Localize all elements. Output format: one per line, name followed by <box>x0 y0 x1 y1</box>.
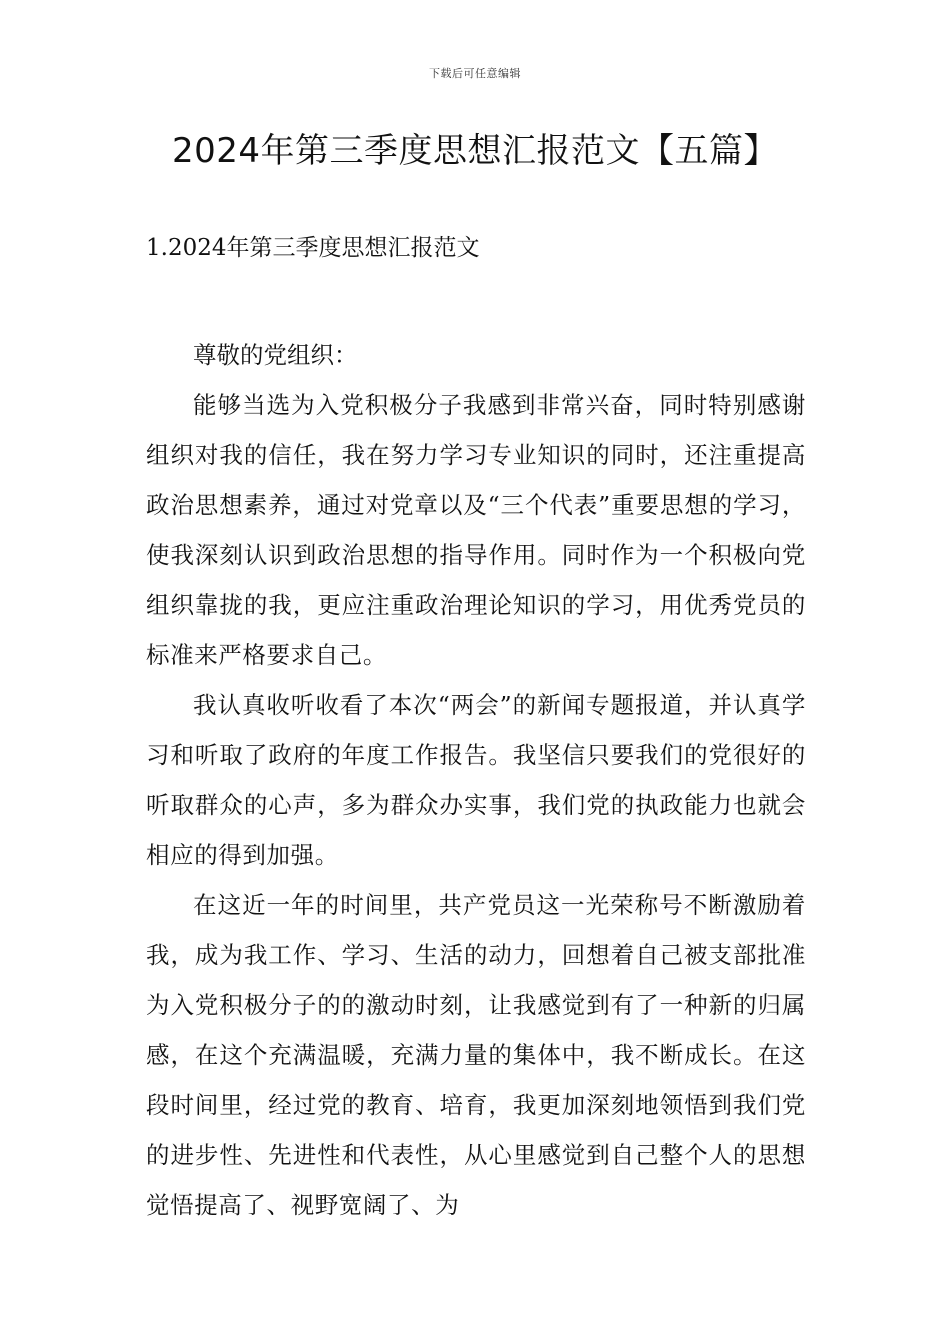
body-paragraph-2: 我认真收听收看了本次“两会”的新闻专题报道，并认真学习和听取了政府的年度工作报告。我坚信只要我们的党很好的听取群众的心声，多为群众办实事，我们党的执政能力也就会相应的得到加强。 <box>146 691 806 869</box>
salutation: 尊敬的党组织： <box>193 341 358 369</box>
document-body <box>146 330 806 1230</box>
header-note: 下载后可任意编辑 <box>429 67 521 80</box>
body-paragraph-1: 能够当选为入党积极分子我感到非常兴奋，同时特别感谢组织对我的信任，我在努力学习专业知识的同时，还注重提高政治思想素养，通过对党章以及“三个代表”重要思想的学习，使我深刻认识到政治思想的指导作用。同时作为一个积极向党组织靠拢的我，更应注重政治理论知识的学习，用优秀党员的标准来严格要求自己。 <box>146 391 806 669</box>
document-title: 2024年第三季度思想汇报范文【五篇】 <box>171 131 779 171</box>
section-heading: 1.2024年第三季度思想汇报范文 <box>146 235 480 261</box>
body-paragraph-3: 在这近一年的时间里，共产党员这一光荣称号不断激励着我，成为我工作、学习、生活的动力，回想着自己被支部批准为入党积极分子的的激动时刻，让我感觉到有了一种新的归属感，在这个充满温暖，充满力量的集体中，我不断成长。在这段时间里，经过党的教育、培育，我更加深刻地领悟到我们党的进步性、先进性和代表性，从心里感觉到自己整个人的思想觉悟提高了、视野宽阔了、为 <box>146 891 806 1219</box>
